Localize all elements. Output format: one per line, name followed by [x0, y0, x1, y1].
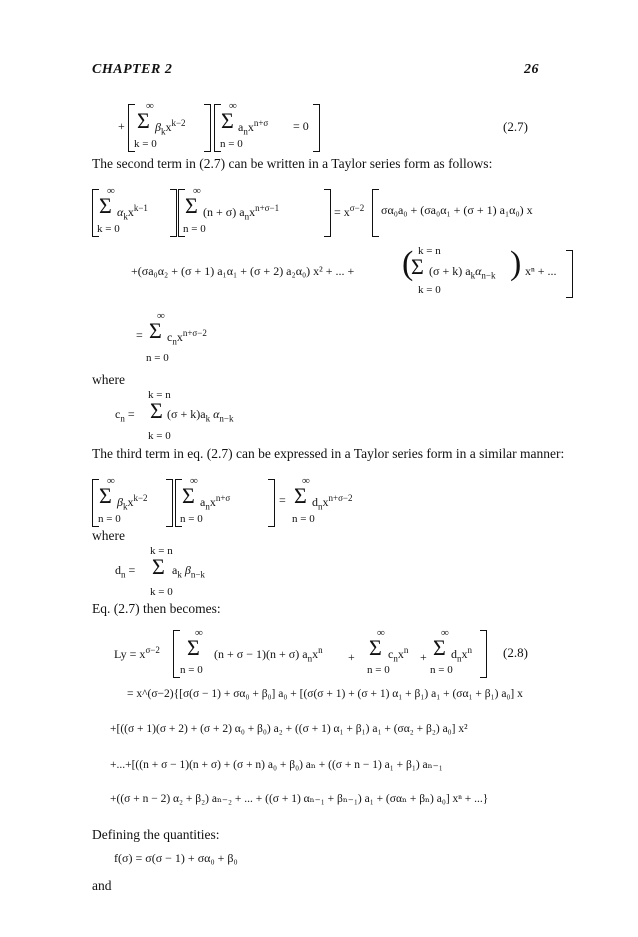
equation-number: (2.7) — [503, 119, 528, 134]
paragraph: The second term in (2.7) can be written in a Taylor series form as follows: — [92, 156, 493, 171]
sum-term: (n + σ) $a_nx^{n+\sigma-1}$ — [203, 203, 280, 222]
sigma-symbol: Σ — [221, 108, 234, 133]
sum-upper-limit: k = n — [148, 389, 171, 401]
sum-upper-limit: k = n — [418, 245, 441, 257]
sum-term: (σ + k) $a_k\alpha_{n-k}$ — [429, 264, 496, 281]
sum-term: $(\sigma + k)a_k$ $\alpha_{n-k}$ — [167, 407, 234, 424]
chapter-heading: CHAPTER 2 — [92, 62, 173, 77]
series-line-1: σα₀a₀ + (σa₀α₁ + (σ + 1) a₁α₀) x — [381, 203, 533, 217]
plus-sign: + — [348, 650, 355, 664]
sum-upper-limit: k = n — [150, 545, 173, 557]
equals-sign: = — [279, 493, 286, 507]
sum-lower-limit: n = 0 — [183, 223, 206, 235]
and-label: and — [92, 878, 112, 893]
sum-term: $d_nx^{n+\sigma-2}$ — [312, 493, 353, 512]
sigma-symbol: Σ — [99, 193, 112, 218]
sum-upper-limit: ∞ — [146, 100, 154, 112]
sum-lower-limit: n = 0 — [146, 352, 169, 364]
sum-term: $a_nx^{n+\sigma}$ — [238, 118, 269, 137]
sigma-symbol: Σ — [99, 483, 112, 508]
sum-term: $c_nx^{n+\sigma-2}$ — [167, 328, 207, 347]
sum-upper-limit: ∞ — [377, 627, 385, 639]
sum-term: $\beta_kx^{k-2}$ — [155, 118, 186, 137]
sum-term: $\alpha_kx^{k-1}$ — [117, 203, 148, 222]
paragraph: Eq. (2.7) then becomes: — [92, 601, 221, 616]
sum-lower-limit: k = 0 — [418, 284, 441, 296]
sum-lower-limit: n = 0 — [98, 513, 121, 525]
sum-lower-limit: k = 0 — [148, 430, 171, 442]
sum-lower-limit: n = 0 — [180, 513, 203, 525]
right-bracket — [204, 104, 211, 152]
f-definition: f(σ) = σ(σ − 1) + σα₀ + β₀ — [114, 851, 238, 865]
right-bracket — [324, 189, 331, 237]
where-label: where — [92, 372, 125, 387]
plus-sign: + — [420, 650, 427, 664]
series-line-2: +(σa₀α₂ + (σ + 1) a₁α₁ + (σ + 2) a₂α₀) x² + ... + — [131, 264, 355, 278]
right-bracket — [566, 250, 573, 298]
sigma-symbol: Σ — [137, 108, 150, 133]
series-tail: xⁿ + ... — [525, 264, 557, 278]
sum-lower-limit: k = 0 — [97, 223, 120, 235]
equation-number: (2.8) — [503, 645, 528, 660]
paragraph: The third term in eq. (2.7) can be expressed in a Taylor series form in a similar manner: — [92, 446, 565, 461]
sum-lower-limit: n = 0 — [430, 664, 453, 676]
sum-upper-limit: ∞ — [157, 310, 165, 322]
page-number: 26 — [524, 62, 539, 77]
sum-upper-limit: ∞ — [195, 627, 203, 639]
sigma-symbol: Σ — [182, 483, 195, 508]
paragraph: Defining the quantities: — [92, 827, 220, 842]
left-bracket — [372, 189, 379, 237]
expansion-line-3: +...+[((n + σ − 1)(n + σ) + (σ + n) a₀ + β₀) aₙ + ((σ + n − 1) a₁ + β₁) aₙ₋₁ — [110, 759, 443, 771]
sum-term: $a_nx^{n+\sigma}$ — [200, 493, 231, 512]
expansion-line-2: +[((σ + 1)(σ + 2) + (σ + 2) α₀ + β₀) a₂ + ((σ + 1) α₁ + β₁) a₁ + (σα₂ + β₂) a₀] x² — [110, 723, 468, 735]
equals-sign: = — [136, 328, 143, 342]
sigma-symbol: Σ — [152, 554, 165, 579]
sigma-symbol: Σ — [433, 635, 446, 660]
right-bracket — [268, 479, 275, 527]
sum-term: $\beta_kx^{k-2}$ — [117, 493, 148, 512]
sum-upper-limit: ∞ — [441, 627, 449, 639]
sigma-symbol: Σ — [187, 635, 200, 660]
right-bracket — [166, 479, 173, 527]
right-bracket — [313, 104, 320, 152]
sigma-symbol: Σ — [411, 254, 424, 279]
left-bracket — [173, 630, 180, 678]
sum-lower-limit: k = 0 — [134, 138, 157, 150]
sum-term: (n + σ − 1)(n + σ) $a_nx^n$ — [214, 645, 323, 664]
sum-lower-limit: n = 0 — [220, 138, 243, 150]
plus-sign: + — [118, 119, 125, 133]
sum-term: $d_nx^n$ — [451, 645, 472, 664]
sigma-symbol: Σ — [294, 483, 307, 508]
sum-upper-limit: ∞ — [107, 475, 115, 487]
sum-upper-limit: ∞ — [229, 100, 237, 112]
sum-lower-limit: n = 0 — [292, 513, 315, 525]
sigma-symbol: Σ — [185, 193, 198, 218]
sigma-symbol: Σ — [149, 318, 162, 343]
equals-zero: = 0 — [293, 119, 309, 133]
cn-lhs: $c_n$ = — [115, 407, 135, 424]
sum-upper-limit: ∞ — [193, 185, 201, 197]
right-bracket — [170, 189, 177, 237]
sum-upper-limit: ∞ — [190, 475, 198, 487]
expansion-line-1: = x^(σ−2){[σ(σ − 1) + σα₀ + β₀] a₀ + [(σ(σ + 1) + (σ + 1) α₁ + β₁) a₁ + (σα₁ + β₁) a₀] x — [127, 688, 523, 700]
expansion-line-4: +((σ + n − 2) α₂ + β₂) aₙ₋₂ + ... + ((σ + 1) αₙ₋₁ + βₙ₋₁) a₁ + (σαₙ + βₙ) a₀] xⁿ + ...} — [110, 793, 489, 805]
sum-term: $c_nx^n$ — [388, 645, 409, 664]
sum-upper-limit: ∞ — [107, 185, 115, 197]
left-paren: ( — [402, 245, 414, 282]
dn-lhs: $d_n$ = — [115, 563, 136, 580]
right-bracket — [480, 630, 487, 678]
sum-lower-limit: n = 0 — [180, 664, 203, 676]
sigma-symbol: Σ — [150, 398, 163, 423]
sum-lower-limit: n = 0 — [367, 664, 390, 676]
right-paren: ) — [510, 245, 522, 282]
sum-term: $a_k$ $\beta_{n-k}$ — [172, 563, 205, 580]
eq28-lhs: $Ly = x^{\sigma-2}$ — [114, 645, 160, 661]
where-label: where — [92, 528, 125, 543]
sigma-symbol: Σ — [369, 635, 382, 660]
sum-lower-limit: k = 0 — [150, 586, 173, 598]
sum-upper-limit: ∞ — [302, 475, 310, 487]
prefactor: = $x^{\sigma-2}$ — [334, 203, 365, 219]
